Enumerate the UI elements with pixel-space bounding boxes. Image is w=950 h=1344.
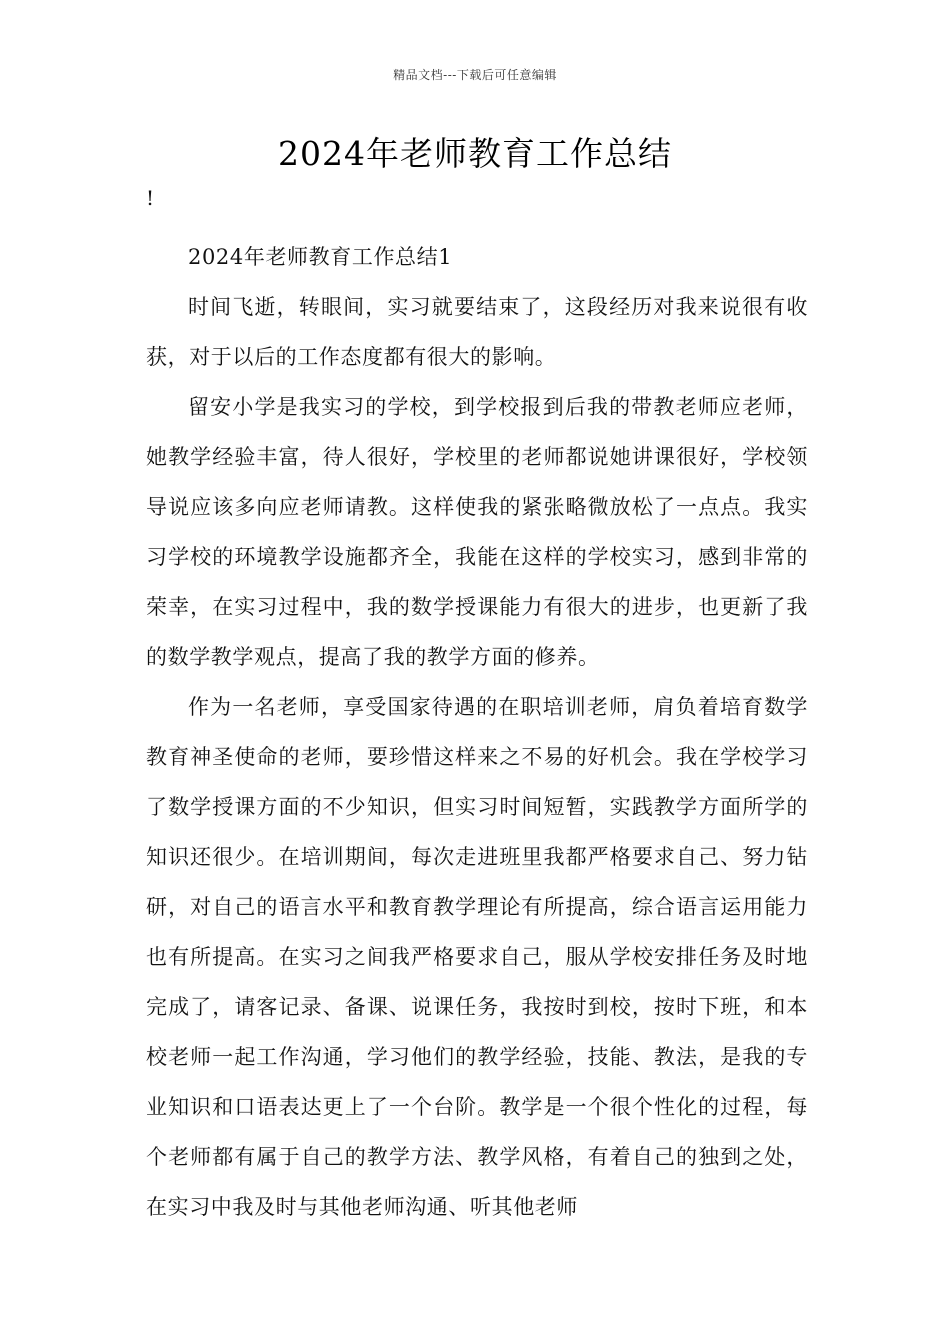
paragraph-1: 时间飞逝，转眼间，实习就要结束了，这段经历对我来说很有收获，对于以后的工作态度都有很大的影响。	[146, 295, 808, 369]
paragraph-3: 作为一名老师，享受国家待遇的在职培训老师，肩负着培育数学教育神圣使命的老师，要珍惜这样来之不易的好机会。我在学校学习了数学授课方面的不少知识，但实习时间短暂，实践教学方面所学的知识还很少。在培训期间，每次走进班里我都严格要求自己、努力钻研，对自己的语言水平和教育教学理论有所提高，综合语言运用能力也有所提高。在实习之间我严格要求自己，服从学校安排任务及时地完成了，请客记录、备课、说课任务，我按时到校，按时下班，和本校老师一起工作沟通，学习他们的教学经验，技能、教法，是我的专业知识和口语表达更上了一个台阶。教学是一个很个性化的过程，每个老师都有属于自己的教学方法、教学风格，有着自己的独到之处，在实习中我及时与其他老师沟通、听其他老师	[146, 695, 808, 1219]
paragraph-2: 留安小学是我实习的学校，到学校报到后我的带教老师应老师，她教学经验丰富，待人很好，学校里的老师都说她讲课很好，学校领导说应该多向应老师请教。这样使我的紧张略微放松了一点点。我实习学校的环境教学设施都齐全，我能在这样的学校实习，感到非常的荣幸，在实习过程中，我的数学授课能力有很大的进步，也更新了我的数学教学观点，提高了我的教学方面的修养。	[146, 395, 808, 669]
document-body	[146, 232, 808, 1232]
header-note: 精品文档---下载后可任意编辑	[393, 68, 557, 82]
document-title: 2024年老师教育工作总结	[278, 134, 672, 173]
marker-text: !	[146, 186, 155, 210]
section-subheading: 2024年老师教育工作总结1	[188, 245, 453, 269]
